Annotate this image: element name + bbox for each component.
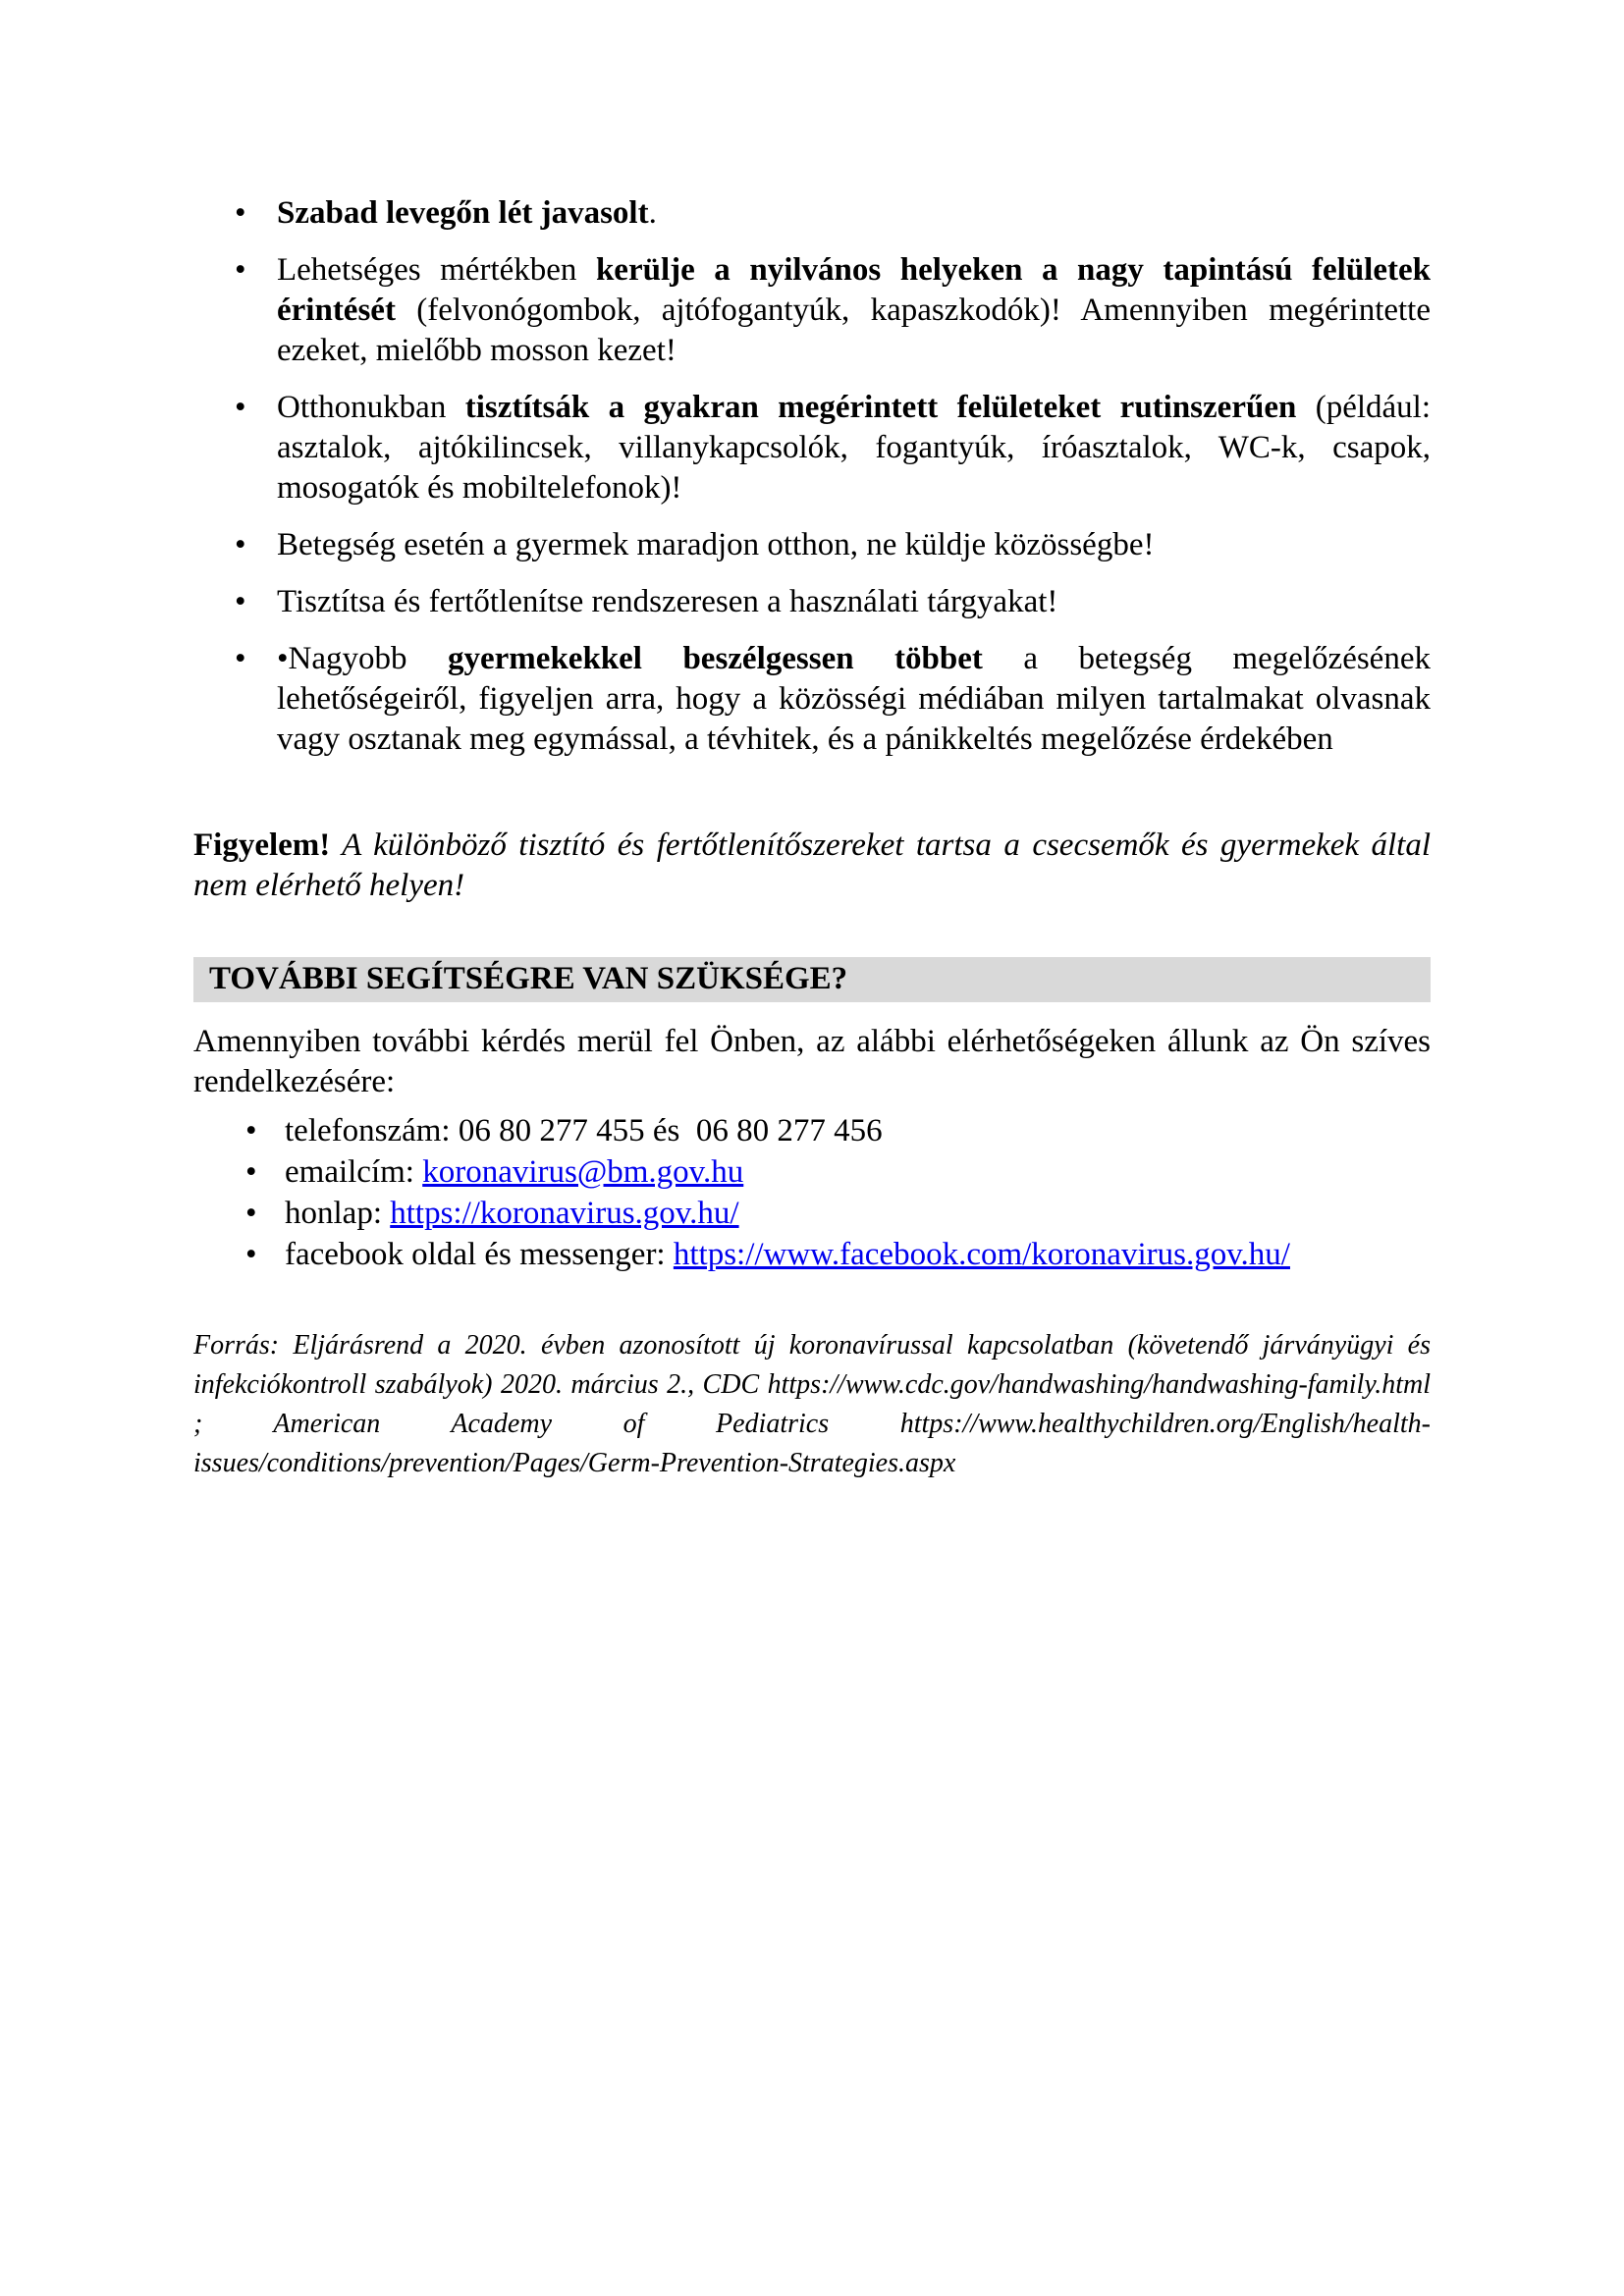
contact-email-label: emailcím: [285, 1154, 423, 1190]
bullet-icon: • [235, 390, 246, 425]
bullet-icon: • [245, 1113, 257, 1148]
contact-phone [193, 1110, 1431, 1151]
help-intro-paragraph: Amennyiben további kérdés merül fel Önben, az alábbi elérhetőségeken állunk az Ön szíves rendelkezésére: [193, 1024, 1431, 1099]
bullet-icon: • [235, 641, 246, 676]
warning-text: A különböző tisztító és fertőtlenítőszereket tartsa a csecsemők és gyermekek által nem elérhető helyen! [193, 828, 1431, 903]
list-item-text: Otthonukban tisztítsák a gyakran megérintett felületeket rutinszerűen (például: asztalok, ajtókilincsek, villanykapcsolók, fogantyúk, íróasztalok, WC-k, csapok, mosogatók és mobiltelefonok)! [277, 390, 1432, 506]
list-item-avoid-surfaces [193, 250, 1431, 371]
bullet-icon: • [235, 527, 246, 562]
section-header: TOVÁBBI SEGÍTSÉGRE VAN SZÜKSÉGE? [193, 957, 1431, 1002]
list-item-talk-children [193, 639, 1431, 760]
contact-facebook-label: facebook oldal és messenger: [285, 1237, 674, 1272]
contact-website-label: honlap: [285, 1196, 391, 1231]
list-item-text: •Nagyobb gyermekekkel beszélgessen többet a betegség megelőzésének lehetőségeiről, figyeljen arra, hogy a közösségi médiában milyen tartalmakat olvasnak vagy osztanak meg egymással, a tévhitek, és a pánikkeltés megelőzése érdekében [277, 641, 1431, 757]
list-item-disinfect [193, 582, 1431, 622]
warning-paragraph [193, 826, 1431, 906]
list-item-text: Szabad levegőn lét javasolt. [277, 195, 657, 231]
email-link[interactable]: koronavirus@bm.gov.hu [422, 1154, 744, 1190]
document-content [193, 193, 1431, 1483]
facebook-link[interactable]: https://www.facebook.com/koronavirus.gov.hu/ [673, 1237, 1290, 1272]
contact-list [193, 1110, 1431, 1275]
contact-facebook [193, 1234, 1431, 1275]
contact-website [193, 1193, 1431, 1234]
website-link[interactable]: https://koronavirus.gov.hu/ [390, 1196, 739, 1231]
bullet-icon: • [235, 252, 246, 288]
bullet-icon: • [235, 195, 246, 231]
list-item-clean-home [193, 388, 1431, 508]
list-item-text: Tisztítsa és fertőtlenítse rendszeresen a használati tárgyakat! [277, 584, 1058, 619]
prevention-list [193, 193, 1431, 760]
bullet-icon: • [235, 584, 246, 619]
list-item-outdoors [193, 193, 1431, 234]
source-paragraph: Forrás: Eljárásrend a 2020. évben azonosított új koronavírussal kapcsolatban (követendő járványügyi és infekciókontroll szabályok) 2020. március 2., CDC https://www.cdc.gov/handwashing/handwashing-family.html ; American Academy of Pediatrics https://www.healthychildren.org/English/health-issues/conditions/prevention/Pages/Germ-Prevention-Strategies.aspx [193, 1330, 1431, 1478]
warning-label: Figyelem! [193, 828, 331, 863]
list-item-stay-home [193, 525, 1431, 565]
list-item-text: Betegség esetén a gyermek maradjon otthon, ne küldje közösségbe! [277, 527, 1155, 562]
list-item-text: Lehetséges mértékben kerülje a nyilvános helyeken a nagy tapintású felületek érintését (felvonógombok, ajtófogantyúk, kapaszkodók)! Amennyiben megérintette ezeket, mielőbb mosson kezet! [277, 252, 1431, 368]
contact-phone-label: telefonszám: 06 80 277 455 és 06 80 277 456 [285, 1113, 883, 1148]
bullet-icon: • [245, 1196, 257, 1231]
contact-email [193, 1151, 1431, 1193]
bullet-icon: • [245, 1237, 257, 1272]
bullet-icon: • [245, 1154, 257, 1190]
